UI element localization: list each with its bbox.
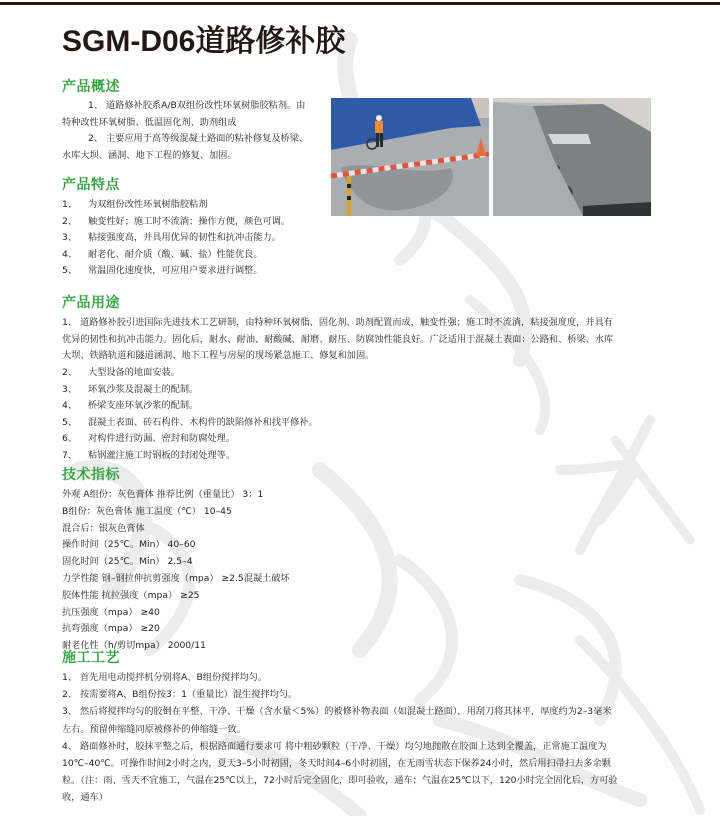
process-line: 左右。预留伸缩缝同原被修补的伸缩缝一致。 (62, 723, 246, 735)
process-line: 1、 首先用电动搅拌机分别将A、B组份搅拌均匀。 (62, 672, 268, 683)
process-line: 收，通车） (62, 792, 108, 804)
usage-heading: 产品用途 (62, 295, 120, 311)
specs-heading: 技术指标 (62, 467, 120, 483)
spec-line: 抗弯强度（mpa） ≥20 (62, 623, 160, 635)
process-line: 2、 按需要将A、B组份按3：1（重量比）混生搅拌均匀。 (62, 689, 298, 701)
features-heading: 产品特点 (62, 177, 120, 193)
spec-line: 固化时间（25℃。Min） 2.5–4 (62, 556, 193, 568)
usage-item-1-line-3: 大坝、铁路轨道和隧道涵洞、地下工程与房屋的现场紧急施工、修复和加固。 (62, 350, 375, 362)
specs-list (62, 487, 290, 655)
spec-line: 外观 A组份：灰色膏体 推荐比例（重量比） 3：1 (62, 489, 264, 500)
page-title: SGM-D06道路修补胶 (62, 25, 346, 58)
spec-line: 混合后：银灰色膏体 (62, 522, 145, 534)
usage-item-1 (62, 315, 613, 365)
overview-heading: 产品概述 (62, 79, 120, 95)
overview-para-2-line-2: 水库大坝、涵洞、地下工程的修复、加固。 (62, 149, 237, 161)
features-list (62, 197, 290, 280)
process-line: 3、 然后将搅拌均匀的胶倒在平整、干净、干燥（含水量＜5%）的被修补物表面（如混凝土路面），用刮刀将其抹平，厚度约为2–3毫米 (62, 706, 612, 718)
repaired-road-surface-photo (493, 98, 651, 216)
spec-line: B组份：灰色膏体 施工温度（℃） 10–45 (62, 505, 232, 517)
overview-text (62, 98, 332, 164)
spec-line: 抗压强度（mpa） ≥40 (62, 606, 160, 618)
list-item: 1、 为双组份改性环氧树脂胶粘剂 (62, 199, 208, 210)
list-item: 5、 常温固化速度快，可应用户要求进行调整。 (62, 265, 263, 277)
list-item: 2、 触变性好；施工时不流淌；操作方便，颜色可调。 (62, 215, 291, 227)
list-item: 5、 混凝土表面、砖石构件、木构件的缺陷修补和找平修补。 (62, 416, 318, 428)
spec-line: 力学性能 钢–钢拉伸抗剪强度（mpa） ≥2.5混凝土破坏 (62, 572, 290, 584)
list-item: 4、 耐老化、耐介质（酸、碱、盐）性能优良。 (62, 248, 263, 260)
list-item: 2、 大型设备的地面安装。 (62, 367, 180, 378)
process-line: 4、 路面修补时，胶抹平整之后，根据路面通行要求可 将中粗砂颗粒（干净、干燥）均匀地抛散在胶面上达到全覆盖，正常施工温度为 (62, 740, 607, 752)
road-repair-site-photo (331, 98, 489, 216)
process-line: 10℃–40℃。可操作时间2小时之内，夏天3–5小时初固，冬天时间4–6小时初固，在无雨雪状态下保养24小时，然后用扫帚扫去多余颗 (62, 758, 611, 770)
usage-item-1-line-2: 优异的韧性和抗冲击能力。固化后，耐水、耐油、耐酸碱、耐磨、耐压、防腐蚀性能良好。广泛适用于混凝土表面：公路和、桥梁、水库 (62, 333, 614, 345)
spec-line: 耐老化性（h/剪切mpa） 2000/11 (62, 640, 206, 652)
list-item: 3、 粘接强度高，并具用优异的韧性和抗冲击能力。 (62, 232, 281, 244)
list-item: 6、 对构件进行防漏、密封和防腐处理。 (62, 433, 235, 445)
overview-para-1-line-1: 1、 道路修补胶系A/B双组份改性环氧树脂胶粘剂。由 (88, 100, 306, 111)
usage-item-1-line-1: 1、 道路修补胶引进国际先进技术工艺研制，由特种环氧树脂、固化剂、助剂配置而成，触变性强；施工时不流淌，粘接强度度，并具有 (62, 317, 613, 328)
process-heading: 施工工艺 (62, 650, 120, 666)
process-list (62, 669, 618, 807)
process-line: 粒。（注：雨、雪天不宜施工，气温在25℃以上，72小时后完全固化，即可验收，通车；气温在25℃以下，120小时完全固化后，方可验 (62, 775, 618, 787)
list-item: 3、 环氧沙浆及混凝土的配制。 (62, 383, 199, 395)
usage-list (62, 365, 318, 465)
overview-para-2-line-1: 2、 主要应用于高等级混凝土路面的粘补修复及桥梁、 (88, 133, 309, 145)
list-item: 7、 粘钢灌注施工时钢板的封闭处理等。 (62, 449, 235, 461)
list-item: 4、 桥梁支座环氧沙浆的配制。 (62, 400, 199, 412)
overview-para-1-line-2: 特种改性环氧树脂、低温固化剂、助剂组成 (62, 116, 237, 128)
spec-line: 胶体性能 抗拉强度（mpa） ≥25 (62, 589, 200, 601)
top-rule (0, 2, 720, 5)
spec-line: 操作时间（25℃。Min） 40–60 (62, 539, 196, 551)
